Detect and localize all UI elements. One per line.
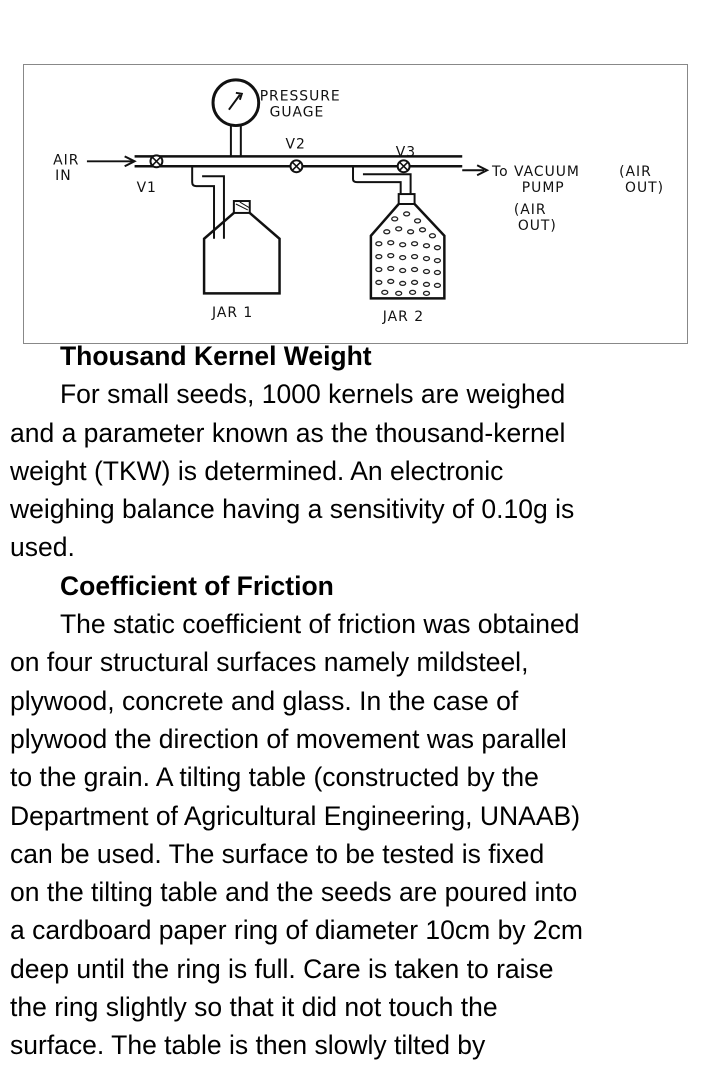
paragraph-line: plywood the direction of movement was parallel: [10, 723, 567, 754]
air-out-right-line2: OUT): [625, 180, 665, 197]
air-in-label-line1: AIR: [53, 152, 80, 169]
v1-label: V1: [136, 180, 157, 197]
paragraph-line: on four structural surfaces namely mildsteel,: [10, 647, 529, 678]
pressure-gauge: [213, 80, 259, 126]
vacuum-apparatus-diagram: [24, 65, 687, 343]
gauge-label-line2: GUAGE: [269, 104, 325, 121]
valve-v1: [150, 155, 162, 167]
paragraph-line: weighing balance having a sensitivity of 0.10g is: [10, 494, 575, 525]
paragraph-line: on the tilting table and the seeds are poured into: [10, 877, 578, 908]
paragraph-line: The static coefficient of friction was obtained: [60, 609, 580, 640]
paragraph-line: and a parameter known as the thousand-kernel: [10, 417, 566, 448]
paragraph-line: plywood, concrete and glass. In the case of: [10, 685, 519, 716]
section-heading-tkw: Thousand Kernel Weight: [60, 341, 372, 371]
paragraph-line: Department of Agricultural Engineering, UNAAB): [10, 800, 581, 831]
vacuum-label-line2: PUMP: [521, 180, 565, 197]
paragraph-line: can be used. The surface to be tested is fixed: [10, 838, 545, 869]
gauge-label-line1: PRESSURE: [259, 88, 341, 105]
gauge-needle: [229, 93, 242, 110]
document-body: [10, 337, 710, 1065]
valve-v3: [398, 160, 410, 172]
air-out-right-line1: (AIR: [619, 164, 652, 181]
v3-label: V3: [395, 144, 417, 161]
seeds: [376, 212, 441, 295]
section-heading-friction: Coefficient of Friction: [60, 570, 334, 601]
air-in-label-line2: IN: [55, 168, 72, 185]
air-out-below-line1: (AIR: [513, 201, 547, 218]
jar1-pipe: [192, 166, 224, 238]
paragraph-line: weight (TKW) is determined. An electronic: [10, 455, 504, 486]
jar2-label: JAR 2: [382, 309, 425, 326]
gauge-stem: [231, 126, 241, 157]
paragraph-line: the ring slightly so that it did not touch the: [10, 992, 498, 1023]
paragraph-line: For small seeds, 1000 kernels are weighed: [60, 379, 566, 410]
paragraph-line: surface. The table is then slowly tilted by: [10, 1030, 486, 1061]
jar-2: [371, 194, 444, 298]
paragraph-line: deep until the ring is full. Care is taken to raise: [10, 953, 554, 984]
jar-1: [204, 201, 279, 293]
paragraph-line: a cardboard paper ring of diameter 10cm by 2cm: [10, 915, 583, 946]
paragraph-line: to the grain. A tilting table (constructed by the: [10, 762, 539, 793]
air-out-below-line2: OUT): [517, 217, 557, 234]
vacuum-label-line1: To VACUUM: [492, 164, 580, 181]
valve-v2: [290, 160, 302, 172]
v2-label: V2: [285, 136, 306, 153]
jar1-label: JAR 1: [212, 305, 254, 322]
paragraph-line: used.: [10, 532, 75, 563]
apparatus-figure: [23, 64, 688, 344]
